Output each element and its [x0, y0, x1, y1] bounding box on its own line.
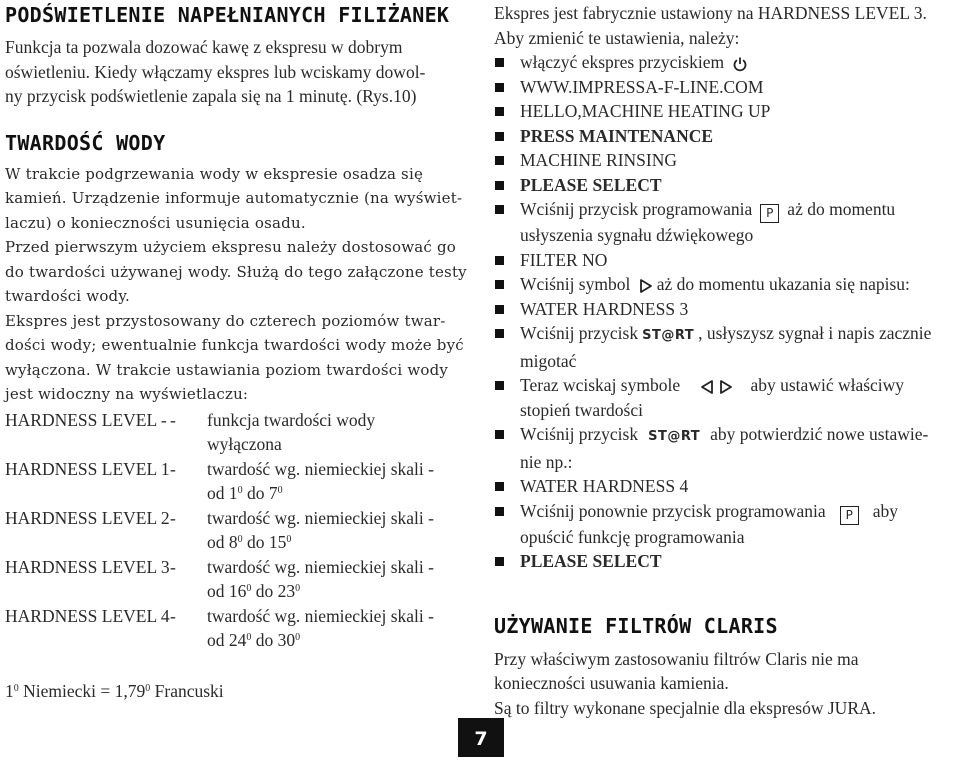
bullet-icon — [495, 305, 504, 314]
bullet-icon — [495, 381, 504, 390]
program-button-icon: P — [840, 506, 859, 525]
power-icon — [732, 56, 748, 72]
paragraph-line: Przed pierwszym użyciem ekspresu należy dostosować go — [5, 238, 457, 256]
bullet-icon — [495, 58, 504, 67]
paragraph-line: Ekspres jest fabrycznie ustawiony na HARDNESS LEVEL 3. — [494, 3, 927, 23]
step-item: Wciśnij symbol aż do momentu ukazania się napisu: — [494, 272, 956, 297]
section-title-cup-lighting: PODŚWIETLENIE NAPEŁNIANYCH FILIŻANEK — [5, 3, 450, 27]
footnote-conversion: $1^0$ Niemiecki = $1,79^0$ Francuski — [5, 680, 224, 701]
step-item: Wciśnij przycisk ST@RT , usłyszysz sygnał i napis zacznie migotać — [494, 321, 956, 373]
step-item: PLEASE SELECT — [494, 173, 956, 198]
bullet-icon — [495, 482, 504, 491]
program-button-icon: P — [760, 204, 779, 223]
bullet-icon — [495, 557, 504, 566]
hardness-level-row: HARDNESS LEVEL 4 - twardość wg. niemieckiej skali - od $24^0$ do $30^0$ — [5, 604, 470, 653]
start-button-icon: ST@RT — [642, 328, 695, 343]
bullet-icon — [495, 181, 504, 190]
paragraph-line: konieczności usuwania kamienia. — [494, 673, 729, 693]
step-item: MACHINE RINSING — [494, 148, 956, 173]
paragraph-line: Aby zmienić te ustawienia, należy: — [494, 27, 740, 48]
step-item: HELLO,MACHINE HEATING UP — [494, 99, 956, 124]
bullet-icon — [495, 83, 504, 92]
step-item: PLEASE SELECT — [494, 549, 956, 574]
paragraph-line: oświetleniu. Kiedy włączamy ekspres lub wciskamy dowol- — [5, 61, 426, 82]
paragraph-line: W trakcie podgrzewania wody w ekspresie osadza się — [5, 164, 424, 183]
paragraph-line: Przy właściwym zastosowaniu filtrów Claris nie ma — [494, 648, 859, 669]
bullet-icon — [495, 256, 504, 265]
paragraph-line: wyłączona. W trakcie ustawiania poziom twardości wody — [5, 360, 449, 379]
start-button-icon: ST@RT — [648, 429, 701, 444]
paragraph-line: laczu) o konieczności usunięcia osadu. — [5, 213, 306, 232]
paragraph-line: Są to filtry wykonane specjalnie dla ekspresów JURA. — [494, 697, 877, 718]
step-item: Wciśnij przycisk programowania P aż do momentu usłyszenia sygnału dźwiękowego — [494, 197, 956, 248]
paragraph-line: jest widoczny na wyświetlaczu: — [5, 385, 249, 403]
paragraph-line: kamień. Urządzenie informuje automatycznie (na wyświet- — [5, 189, 463, 207]
paragraph-line: ny przycisk podświetlenie zapala się na 1 minutę. (Rys.10) — [5, 86, 417, 106]
bullet-icon — [495, 107, 504, 116]
bullet-icon — [495, 132, 504, 141]
paragraph-line: do twardości używanej wody. Służą do tego załączone testy — [5, 262, 467, 281]
bullet-icon — [495, 280, 504, 289]
bullet-icon — [495, 156, 504, 165]
hardness-level-label: HARDNESS LEVEL 2 — [5, 507, 170, 528]
hardness-level-row: HARDNESS LEVEL 1 - twardość wg. niemieckiej skali - od $1^0$ do $7^0$ — [5, 457, 470, 506]
hardness-levels-table — [5, 408, 470, 653]
step-item: WWW.IMPRESSA-F-LINE.COM — [494, 75, 956, 100]
left-column — [5, 0, 470, 703]
hardness-level-label: HARDNESS LEVEL 3 — [5, 556, 170, 577]
hardness-level-row: HARDNESS LEVEL - - funkcja twardości wody wyłączona — [5, 408, 470, 457]
step-item: PRESS MAINTENANCE — [494, 124, 956, 149]
hardness-level-label: HARDNESS LEVEL - — [5, 409, 167, 430]
arrows-left-right-icon — [700, 379, 734, 395]
hardness-level-row: HARDNESS LEVEL 2 - twardość wg. niemieckiej skali - od $8^0$ do $15^0$ — [5, 506, 470, 555]
bullet-icon — [495, 430, 504, 439]
step-item: WATER HARDNESS 3 — [494, 297, 956, 322]
section-title-claris-filters: UŻYWANIE FILTRÓW CLARIS — [494, 613, 778, 638]
paragraph-line: Funkcja ta pozwala dozować kawę z ekspresu w dobrym — [5, 37, 403, 57]
step-item: Wciśnij ponownie przycisk programowania P aby opuścić funkcję programowania — [494, 499, 956, 550]
hardness-level-row: HARDNESS LEVEL 3 - twardość wg. niemieckiej skali - od $16^0$ do $23^0$ — [5, 555, 470, 604]
bullet-icon — [495, 205, 504, 214]
hardness-level-label: HARDNESS LEVEL 1 — [5, 458, 170, 479]
right-column — [494, 0, 956, 720]
page-number: 7 — [458, 718, 504, 757]
step-item: FILTER NO — [494, 248, 956, 273]
paragraph-line: dości wody; ewentualnie funkcja twardości wody może być — [5, 336, 464, 354]
step-item: Wciśnij przycisk ST@RT aby potwierdzić nowe ustawie- nie np.: — [494, 422, 956, 474]
step-item: Teraz wciskaj symbole aby ustawić właściwy stopień twardości — [494, 373, 956, 422]
arrow-right-icon — [639, 278, 653, 294]
bullet-icon — [495, 507, 504, 516]
step-item: WATER HARDNESS 4 — [494, 474, 956, 499]
paragraph-line: Ekspres jest przystosowany do czterech poziomów twar- — [5, 311, 446, 330]
steps-list — [494, 50, 956, 574]
hardness-level-label: HARDNESS LEVEL 4 — [5, 605, 170, 626]
step-item: włączyć ekspres przyciskiem — [494, 50, 956, 75]
bullet-icon — [495, 329, 504, 338]
paragraph-line: twardości wody. — [5, 287, 130, 305]
section-title-water-hardness: TWARDOŚĆ WODY — [5, 130, 166, 155]
